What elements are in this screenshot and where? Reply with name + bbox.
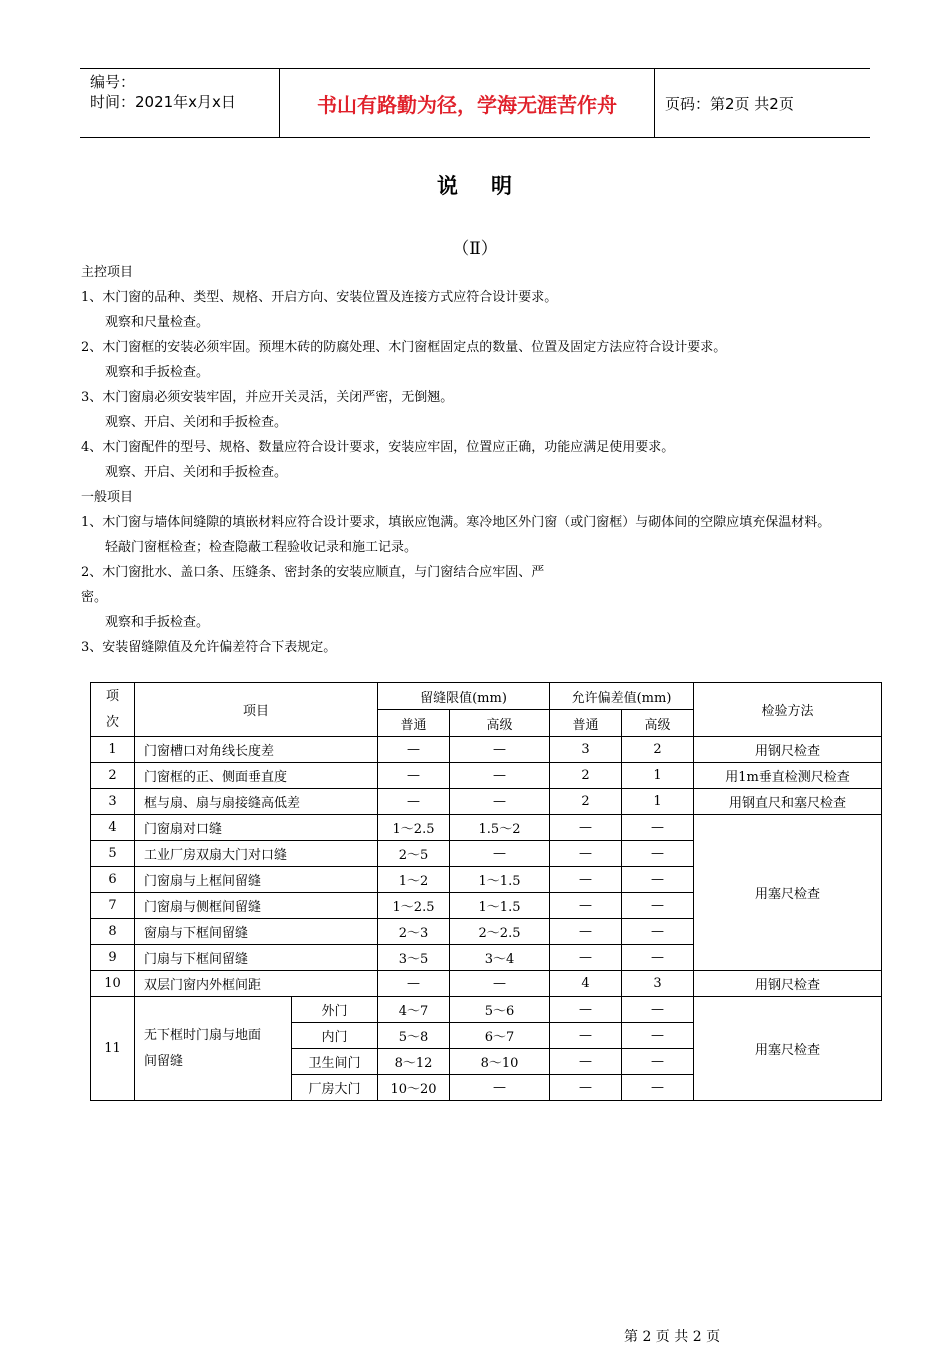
main-item-3: 3、木门窗扇必须安装牢固，并应开关灵活，关闭严密，无倒翘。: [81, 390, 454, 405]
row-tol-normal: —: [550, 841, 622, 867]
table-row: [91, 763, 882, 789]
row-gap-normal: 1～2: [378, 867, 450, 893]
header-gap-limit: 留缝限值(mm): [378, 683, 550, 710]
row-item: 门窗框的正、侧面垂直度: [135, 763, 378, 789]
row-gap-advanced: 1～1.5: [450, 893, 550, 919]
row-subitem: 内门: [292, 1023, 378, 1049]
general-item-1-check: 轻敲门窗框检查；检查隐蔽工程验收记录和施工记录。: [105, 540, 418, 555]
row-tol-normal: —: [550, 815, 622, 841]
row-no: 10: [91, 971, 135, 997]
row-no: 6: [91, 867, 135, 893]
main-item-1: 1、木门窗的品种、类型、规格、开启方向、安装位置及连接方式应符合设计要求。: [81, 290, 558, 305]
document-body: [81, 260, 873, 660]
row-gap-advanced: 5～6: [450, 997, 550, 1023]
row-item: 门扇与下框间留缝: [135, 945, 378, 971]
row-item: 门窗扇与侧框间留缝: [135, 893, 378, 919]
row-gap-normal: 5～8: [378, 1023, 450, 1049]
row-item: 双层门窗内外框间距: [135, 971, 378, 997]
header-tolerance: 允许偏差值(mm): [550, 683, 694, 710]
general-item-1: 1、木门窗与墙体间缝隙的填嵌材料应符合设计要求，填嵌应饱满。寒冷地区外门窗（或门窗框）与砌体间的空隙应填充保温材料。: [81, 515, 831, 530]
row-tol-normal: —: [550, 893, 622, 919]
page-title: [0, 170, 950, 200]
general-item-2: 2、木门窗批水、盖口条、压缝条、密封条的安装应顺直，与门窗结合应牢固、严: [81, 565, 545, 580]
document-page: 编号： 时间：2021年x月x日 书山有路勤为径，学海无涯苦作舟 页码：第2页 共2页 说 明 （Ⅱ） 主控项目 1、木门窗的品种、类型、规格、开启方向、安装位置及连接方式应符合设计要求。 观察和尺量检查。 2、木门窗框的安装必须牢固。预埋木砖的防腐处理、木门窗框固定点的数量、位置及固定方法应符合设计要求。 观察和手扳检查。 3、木门窗扇必须安装牢固，并应开关灵活，关闭严密，无倒翘。 观察、开启、关闭和手扳检查。 4、木门窗配件的型号、规格、数量应符合设计要求，安装应牢固，位置应正确，功能应满足使用要求。 观察、开启、关闭和手扳检查。 一般项目 1、木门窗与墙体间缝隙的填嵌材料应符合设计要求，填嵌应饱满。寒冷地区外门窗（或门窗框）与砌体间的空隙应填充保温材料。 轻敲门窗框检查；检查隐蔽工程验收记录和施工记录。 2、木门窗批水、盖口条、压缝条、密封条的安装应顺直，与门窗结合应牢固、严 密。 观察和手扳检查。 3、安装留缝隙值及允许偏差符合下表规定。 项 次 项目 留缝限值(mm) 允许偏差值(mm) 检验方法 普通 高级 普通 高级 1 门窗槽口对角线长度差 — — 3 2 用钢尺检查 2 门窗框的正、侧面垂直度 — — 2 1 用1m垂直检测尺检查 3 框与扇、扇与扇接缝高低差 — — 2 1 用钢直尺和塞尺检查 4 门窗扇对口缝 1～2.5 1.5～2 — — 用塞尺检查 5 工业厂房双扇大门对口缝 2～5 — — — 6 门窗扇与上框间留缝 1～2 1～1.5 — — 7 门窗扇与侧框间留缝 1～2.5 1～1.5 — — 8 窗扇与下框间留缝 2～3 2～2.5 — — 9 门扇与下框间留缝 3～5 3～4 — — 10 双层门窗内外框间距 — — 4 3 用钢尺检查 11 无下框时门扇与地面 间留缝 外门 4～7 5～6 — — 用塞尺检查 内门 5～8 6～7 — — 卫生间门 8～12 8～10 — — 厂房大门 10～20 — — — 第 2 页 共 2 页: [0, 0, 950, 1344]
row-gap-advanced: —: [450, 789, 550, 815]
row-subitem: 卫生间门: [292, 1049, 378, 1075]
row-tol-normal: —: [550, 1023, 622, 1049]
table-row: [91, 971, 882, 997]
header-gap-advanced: 高级: [450, 710, 550, 737]
header-meta: [80, 69, 280, 137]
row-tol-advanced: —: [622, 919, 694, 945]
row-gap-advanced: 1～1.5: [450, 867, 550, 893]
row-no: 11: [91, 997, 135, 1101]
page-header: [80, 68, 870, 138]
row-gap-normal: —: [378, 737, 450, 763]
general-item-2-cont: 密。: [81, 590, 108, 605]
row-tol-advanced: —: [622, 997, 694, 1023]
row-tol-normal: —: [550, 945, 622, 971]
table-row: [91, 737, 882, 763]
table-header-row: [91, 683, 882, 710]
row-method: 用1m垂直检测尺检查: [694, 763, 882, 789]
main-heading: 主控项目: [81, 265, 134, 280]
page-subtitle: （Ⅱ）: [452, 239, 498, 259]
row-item: 门窗扇与上框间留缝: [135, 867, 378, 893]
row-gap-normal: —: [378, 971, 450, 997]
header-tol-advanced: 高级: [622, 710, 694, 737]
row-tol-advanced: —: [622, 1023, 694, 1049]
row-method: 用钢尺检查: [694, 737, 882, 763]
row-tol-advanced: —: [622, 841, 694, 867]
row-tol-normal: —: [550, 919, 622, 945]
row-tol-advanced: 3: [622, 971, 694, 997]
row-method: 用塞尺检查: [694, 815, 882, 971]
row-gap-normal: 2～5: [378, 841, 450, 867]
main-item-4: 4、木门窗配件的型号、规格、数量应符合设计要求，安装应牢固，位置应正确，功能应满足使用要求。: [81, 440, 675, 455]
row-gap-normal: —: [378, 763, 450, 789]
main-item-1-check: 观察和尺量检查。: [105, 315, 210, 330]
title-char-2: 明: [491, 174, 513, 198]
table-row: [91, 789, 882, 815]
row-gap-advanced: —: [450, 1075, 550, 1101]
row-tol-normal: 2: [550, 789, 622, 815]
row-method: 用钢尺检查: [694, 971, 882, 997]
row-tol-advanced: —: [622, 815, 694, 841]
header-no: 项 次: [91, 683, 135, 737]
table-row: [91, 815, 882, 841]
row-item: 无下框时门扇与地面 间留缝: [135, 997, 292, 1101]
main-item-2-check: 观察和手扳检查。: [105, 365, 210, 380]
row-gap-normal: 1～2.5: [378, 815, 450, 841]
row-tol-advanced: 1: [622, 789, 694, 815]
row-no: 8: [91, 919, 135, 945]
row-gap-advanced: 6～7: [450, 1023, 550, 1049]
row-subitem: 厂房大门: [292, 1075, 378, 1101]
row-gap-normal: 2～3: [378, 919, 450, 945]
row-gap-normal: 1～2.5: [378, 893, 450, 919]
row-tol-normal: —: [550, 1049, 622, 1075]
row-no: 9: [91, 945, 135, 971]
row-tol-normal: —: [550, 867, 622, 893]
row-gap-advanced: 8～10: [450, 1049, 550, 1075]
row-tol-normal: 2: [550, 763, 622, 789]
row-tol-advanced: —: [622, 1075, 694, 1101]
header-page-label: 页码：第2页 共2页: [665, 94, 794, 113]
row-no: 3: [91, 789, 135, 815]
row-no: 4: [91, 815, 135, 841]
row-tol-advanced: 2: [622, 737, 694, 763]
row-item: 门窗扇对口缝: [135, 815, 378, 841]
header-gap-normal: 普通: [378, 710, 450, 737]
row-item: 工业厂房双扇大门对口缝: [135, 841, 378, 867]
row-tol-advanced: —: [622, 945, 694, 971]
row-tol-normal: —: [550, 997, 622, 1023]
row-item: 框与扇、扇与扇接缝高低差: [135, 789, 378, 815]
row-gap-advanced: —: [450, 971, 550, 997]
row-gap-advanced: 1.5～2: [450, 815, 550, 841]
general-item-2-check: 观察和手扳检查。: [105, 615, 210, 630]
row-no: 5: [91, 841, 135, 867]
row-no: 1: [91, 737, 135, 763]
row-gap-advanced: —: [450, 841, 550, 867]
row-tol-advanced: —: [622, 1049, 694, 1075]
row-gap-advanced: —: [450, 763, 550, 789]
row-gap-normal: 10～20: [378, 1075, 450, 1101]
row-tol-normal: 4: [550, 971, 622, 997]
general-item-3: 3、安装留缝隙值及允许偏差符合下表规定。: [81, 640, 337, 655]
header-method: 检验方法: [694, 683, 882, 737]
row-method: 用塞尺检查: [694, 997, 882, 1101]
row-item: 门窗槽口对角线长度差: [135, 737, 378, 763]
table-row: [91, 997, 882, 1023]
row-tol-advanced: 1: [622, 763, 694, 789]
row-gap-advanced: 2～2.5: [450, 919, 550, 945]
tolerance-table: [90, 682, 882, 1101]
row-gap-normal: 8～12: [378, 1049, 450, 1075]
row-gap-normal: 4～7: [378, 997, 450, 1023]
row-subitem: 外门: [292, 997, 378, 1023]
number-label: 编号：: [90, 73, 136, 91]
row-gap-advanced: 3～4: [450, 945, 550, 971]
row-method: 用钢直尺和塞尺检查: [694, 789, 882, 815]
general-heading: 一般项目: [81, 490, 134, 505]
row-tol-normal: 3: [550, 737, 622, 763]
header-motto: 书山有路勤为径，学海无涯苦作舟: [280, 69, 655, 137]
header-tol-normal: 普通: [550, 710, 622, 737]
main-item-3-check: 观察、开启、关闭和手扳检查。: [105, 415, 288, 430]
main-item-4-check: 观察、开启、关闭和手扳检查。: [105, 465, 288, 480]
row-no: 2: [91, 763, 135, 789]
row-tol-normal: —: [550, 1075, 622, 1101]
row-tol-advanced: —: [622, 867, 694, 893]
row-no: 7: [91, 893, 135, 919]
header-item: 项目: [135, 683, 378, 737]
time-label: 时间：2021年x月x日: [90, 93, 236, 111]
row-item: 窗扇与下框间留缝: [135, 919, 378, 945]
row-gap-advanced: —: [450, 737, 550, 763]
main-item-2: 2、木门窗框的安装必须牢固。预埋木砖的防腐处理、木门窗框固定点的数量、位置及固定方法应符合设计要求。: [81, 340, 727, 355]
row-gap-normal: 3～5: [378, 945, 450, 971]
title-char-1: 说: [437, 174, 459, 198]
row-tol-advanced: —: [622, 893, 694, 919]
row-gap-normal: —: [378, 789, 450, 815]
